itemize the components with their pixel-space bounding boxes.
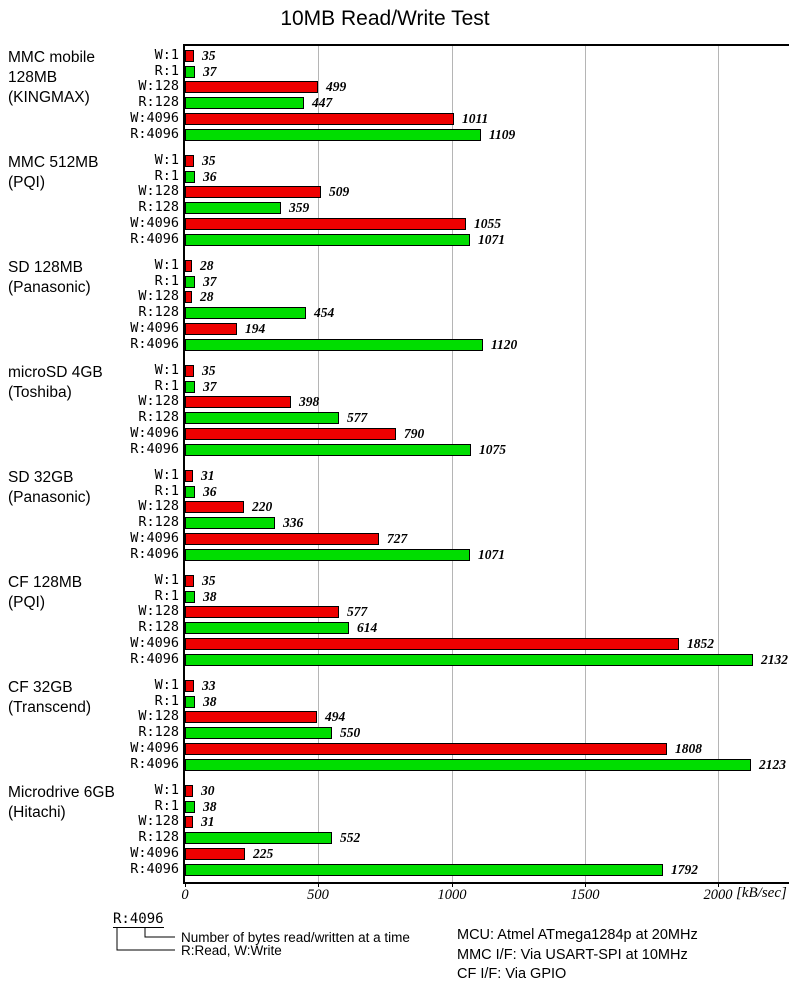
bar-value-label: 194 [245,321,266,336]
bar-value-label: 225 [253,846,274,861]
group-label-line: Microdrive 6GB [8,784,115,801]
bar-value-label: 38 [203,799,217,814]
bar-category-label: R:128 [138,409,179,425]
axis-tick-label-500: 500 [307,887,329,903]
bar-category-label: R:4096 [130,231,179,247]
group-label-line: MMC 512MB [8,154,99,171]
write-bar [185,575,194,587]
bar-value-label: 614 [357,620,378,635]
axis-tick-label-1000: 1000 [437,887,467,903]
bar-category-label: R:128 [138,619,179,635]
write-bar [185,81,318,93]
write-bar [185,711,317,723]
bar-category-label: R:1 [154,693,179,709]
bar-value-label: 38 [203,694,217,709]
bar-category-label: R:128 [138,94,179,110]
group-label [8,783,115,823]
bar-value-label: 1071 [478,232,505,247]
write-bar [185,606,339,618]
bar-value-label: 577 [347,604,368,619]
read-bar [185,759,751,771]
group-label-line: MMC mobile [8,49,95,66]
bar-value-label: 1055 [474,216,501,231]
legend-bytes-note: Number of bytes read/written at a time [181,930,410,945]
bar-category-label: W:4096 [130,635,179,651]
gridline-500 [318,46,319,882]
bar-value-label: 1075 [479,442,506,457]
group-label-line: (Panasonic) [8,279,91,296]
group-label [8,468,91,508]
bar-value-label: 31 [201,814,215,829]
bar-category-label: W:4096 [130,110,179,126]
group-label-line: (Hitachi) [8,804,66,821]
read-bar [185,97,304,109]
write-bar [185,260,192,272]
bar-value-label: 727 [387,531,408,546]
write-bar [185,218,466,230]
bar-category-label: R:1 [154,483,179,499]
bar-category-label: W:1 [154,782,179,798]
bar-category-label: W:4096 [130,845,179,861]
read-bar [185,549,470,561]
read-bar [185,486,195,498]
write-bar [185,785,193,797]
axis-tick-label-0: 0 [181,887,189,903]
bar-value-label: 220 [252,499,273,514]
bar-category-label: R:1 [154,378,179,394]
bar-value-label: 550 [340,725,361,740]
bar-value-label: 494 [325,709,346,724]
group-label [8,153,98,193]
bar-value-label: 36 [203,484,217,499]
bar-value-label: 35 [202,573,216,588]
bar-value-label: 30 [201,783,215,798]
write-bar [185,470,193,482]
group-label-line: SD 128MB [8,259,83,276]
bar-category-label: W:128 [138,183,179,199]
read-bar [185,171,195,183]
group-label-line: (PQI) [8,594,46,611]
group-label-line: (Transcend) [8,699,91,716]
cf-if-info-line: CF I/F: Via GPIO [457,966,567,982]
write-bar [185,291,192,303]
bar-category-label: W:4096 [130,425,179,441]
bar-category-label: W:1 [154,467,179,483]
read-bar [185,202,281,214]
read-bar [185,864,663,876]
group-label-line: CF 32GB [8,679,73,696]
bar-value-label: 499 [326,79,347,94]
bar-category-label: W:1 [154,572,179,588]
x-axis-unit-label: [kB/sec] [736,885,787,901]
bar-category-label: R:128 [138,304,179,320]
group-label-line: (Panasonic) [8,489,91,506]
read-bar [185,801,195,813]
group-label-line: 128MB [8,69,58,86]
bar-category-label: W:1 [154,257,179,273]
group-label [8,363,103,403]
read-bar [185,832,332,844]
read-bar [185,622,349,634]
bar-category-label: R:4096 [130,861,179,877]
bar-category-label: R:4096 [130,126,179,142]
write-bar [185,743,667,755]
bar-value-label: 509 [329,184,350,199]
bar-value-label: 28 [200,289,214,304]
bar-value-label: 2123 [759,757,786,772]
read-bar [185,307,306,319]
bar-value-label: 398 [299,394,320,409]
bar-value-label: 35 [202,153,216,168]
bar-category-label: R:128 [138,199,179,215]
legend-bracket-lines [113,928,183,956]
bar-category-label: W:128 [138,813,179,829]
bar-value-label: 36 [203,169,217,184]
read-bar [185,66,195,78]
write-bar [185,50,194,62]
bar-value-label: 1852 [687,636,714,651]
write-bar [185,155,194,167]
bar-category-label: R:1 [154,798,179,814]
read-bar [185,234,470,246]
gridline-2000 [718,46,719,882]
bar-value-label: 1120 [491,337,518,352]
bar-value-label: 37 [203,379,217,394]
gridline-1000 [452,46,453,882]
read-bar [185,276,195,288]
axis-tick-label-1500: 1500 [570,887,600,903]
group-label-line: microSD 4GB [8,364,103,381]
bar-value-label: 1011 [462,111,489,126]
bar-value-label: 31 [201,468,215,483]
group-label-line: CF 128MB [8,574,83,591]
write-bar [185,365,194,377]
read-bar [185,444,471,456]
read-bar [185,654,753,666]
group-label [8,678,91,718]
write-bar [185,680,194,692]
write-bar [185,638,679,650]
bar-category-label: W:128 [138,498,179,514]
bar-category-label: R:1 [154,273,179,289]
bar-category-label: W:1 [154,677,179,693]
bar-category-label: R:4096 [130,546,179,562]
bar-category-label: R:1 [154,588,179,604]
bar-category-label: R:1 [154,63,179,79]
bar-category-label: W:1 [154,152,179,168]
group-label [8,48,95,108]
bar-value-label: 577 [347,410,368,425]
bar-category-label: W:128 [138,393,179,409]
bar-category-label: R:1 [154,168,179,184]
bar-category-label: W:4096 [130,215,179,231]
read-bar [185,129,481,141]
write-bar [185,186,321,198]
gridline-1500 [585,46,586,882]
bar-value-label: 1109 [489,127,516,142]
write-bar [185,816,193,828]
legend-sample-label: R:4096 [113,911,164,927]
write-bar [185,501,244,513]
bar-category-label: W:4096 [130,320,179,336]
bar-category-label: R:128 [138,514,179,530]
group-label-line: (PQI) [8,174,46,191]
bar-category-label: W:4096 [130,530,179,546]
mmc-if-info-line: MMC I/F: Via USART-SPI at 10MHz [457,946,688,963]
bar-category-label: R:4096 [130,651,179,667]
bar-value-label: 33 [202,678,216,693]
bar-category-label: R:128 [138,829,179,845]
write-bar [185,396,291,408]
axis-tick-label-2000: 2000 [703,887,733,903]
bar-category-label: W:4096 [130,740,179,756]
bar-value-label: 1792 [671,862,698,877]
bar-value-label: 359 [289,200,310,215]
mcu-info-line: MCU: Atmel ATmega1284p at 20MHz [457,927,698,943]
bar-category-label: W:1 [154,47,179,63]
chart-title: 10MB Read/Write Test [280,7,490,30]
bar-category-label: W:128 [138,708,179,724]
group-label-line: SD 32GB [8,469,74,486]
write-bar [185,533,379,545]
bar-category-label: W:128 [138,78,179,94]
bar-value-label: 790 [404,426,425,441]
read-bar [185,339,483,351]
read-bar [185,517,275,529]
bar-category-label: W:128 [138,288,179,304]
bar-category-label: R:128 [138,724,179,740]
bar-value-label: 37 [203,274,217,289]
hardware-info-block [457,926,698,985]
bar-value-label: 454 [314,305,335,320]
write-bar [185,323,237,335]
read-bar [185,727,332,739]
group-label [8,258,91,298]
read-bar [185,381,195,393]
bar-value-label: 28 [200,258,214,273]
bar-value-label: 37 [203,64,217,79]
bar-value-label: 38 [203,589,217,604]
bar-value-label: 2132 [761,652,788,667]
bar-value-label: 1808 [675,741,702,756]
group-label [8,573,82,613]
legend-readwrite-note: R:Read, W:Write [181,943,282,958]
read-bar [185,412,339,424]
group-label-line: (KINGMAX) [8,89,90,106]
bar-value-label: 447 [312,95,333,110]
write-bar [185,113,454,125]
group-label-line: (Toshiba) [8,384,72,401]
read-bar [185,696,195,708]
read-bar [185,591,195,603]
bar-category-label: R:4096 [130,336,179,352]
bar-category-label: W:1 [154,362,179,378]
write-bar [185,848,245,860]
bar-value-label: 35 [202,363,216,378]
bar-category-label: R:4096 [130,756,179,772]
bar-value-label: 1071 [478,547,505,562]
bar-value-label: 552 [340,830,361,845]
write-bar [185,428,396,440]
bar-value-label: 336 [283,515,304,530]
bar-category-label: W:128 [138,603,179,619]
bar-value-label: 35 [202,48,216,63]
bar-category-label: R:4096 [130,441,179,457]
